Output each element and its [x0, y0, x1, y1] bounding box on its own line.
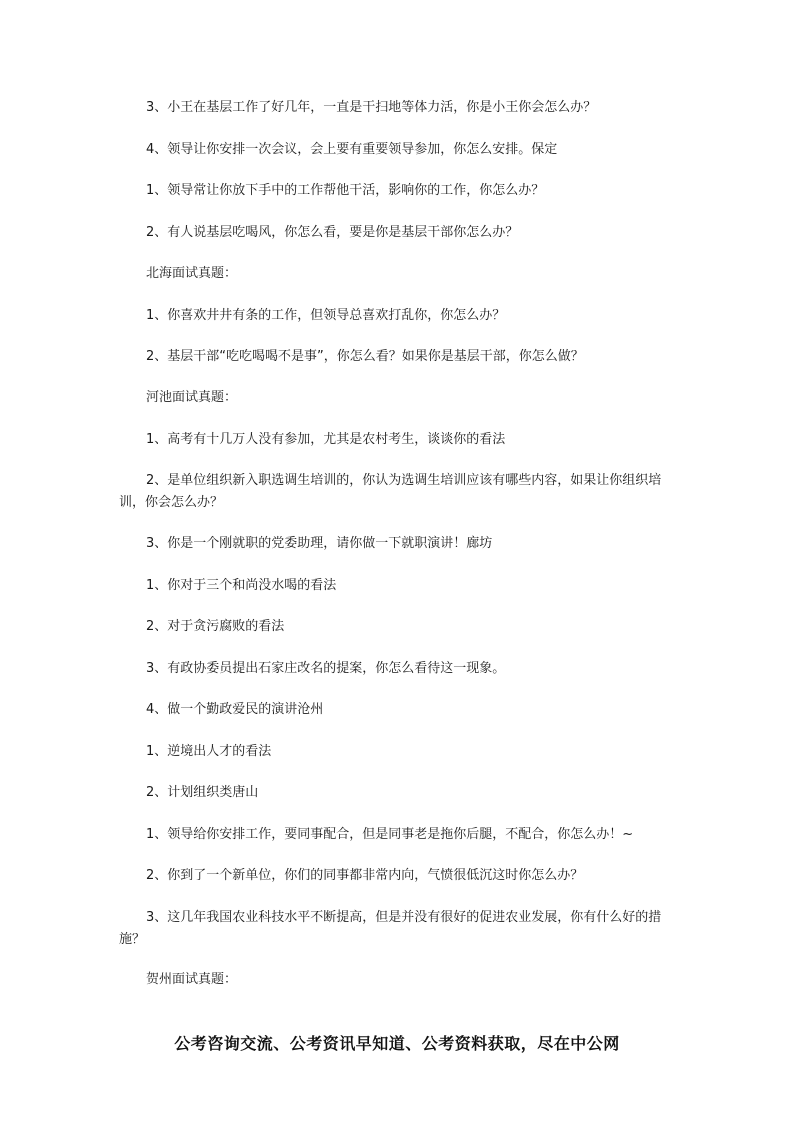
paragraph: 1、逆境出人才的看法 — [146, 744, 272, 759]
paragraph: 2、对于贪污腐败的看法 — [146, 619, 285, 634]
paragraph: 1、领导给你安排工作，要同事配合，但是同事老是拖你后腿，不配合，你怎么办！~ — [146, 827, 634, 842]
paragraph: 3、有政协委员提出石家庄改名的提案，你怎么看待这一现象。 — [146, 661, 506, 676]
section-heading: 北海面试真题： — [146, 266, 238, 281]
paragraph: 1、高考有十几万人没有参加，尤其是农村考生，谈谈你的看法 — [146, 432, 506, 447]
paragraph: 4、领导让你安排一次会议，会上要有重要领导参加，你怎么安排。保定 — [146, 142, 558, 157]
section-heading: 贺州面试真题： — [146, 972, 238, 987]
paragraph: 2、基层干部“吃吃喝喝不是事”，你怎么看？如果你是基层干部，你怎么做？ — [146, 349, 584, 364]
paragraph: 2、有人说基层吃喝风，你怎么看，要是你是基层干部你怎么办？ — [146, 225, 519, 240]
paragraph: 1、领导常让你放下手中的工作帮他干活，影响你的工作，你怎么办？ — [146, 183, 545, 198]
paragraph: 1、你喜欢井井有条的工作，但领导总喜欢打乱你，你怎么办？ — [146, 308, 506, 323]
section-heading: 河池面试真题： — [146, 390, 238, 405]
paragraph: 2、计划组织类唐山 — [146, 785, 259, 800]
paragraph: 3、你是一个刚就职的党委助理，请你做一下就职演讲！廊坊 — [146, 536, 493, 551]
paragraph: 3、小王在基层工作了好几年，一直是干扫地等体力活，你是小王你会怎么办？ — [146, 100, 597, 115]
footer-banner: 公考咨询交流、公考资讯早知道、公考资料获取，尽在中公网 — [174, 1034, 620, 1053]
paragraph: 1、你对于三个和尚没水喝的看法 — [146, 578, 337, 593]
paragraph: 2、你到了一个新单位，你们的同事都非常内向，气愤很低沉这时你怎么办？ — [146, 868, 584, 883]
paragraph: 3、这几年我国农业科技水平不断提高，但是并没有很好的促进农业发展，你有什么好的措施？ — [119, 910, 662, 947]
paragraph: 4、做一个勤政爱民的演讲沧州 — [146, 702, 324, 717]
paragraph: 2、是单位组织新入职选调生培训的，你认为选调生培训应该有哪些内容，如果让你组织培训，你会怎么办？ — [119, 473, 662, 510]
